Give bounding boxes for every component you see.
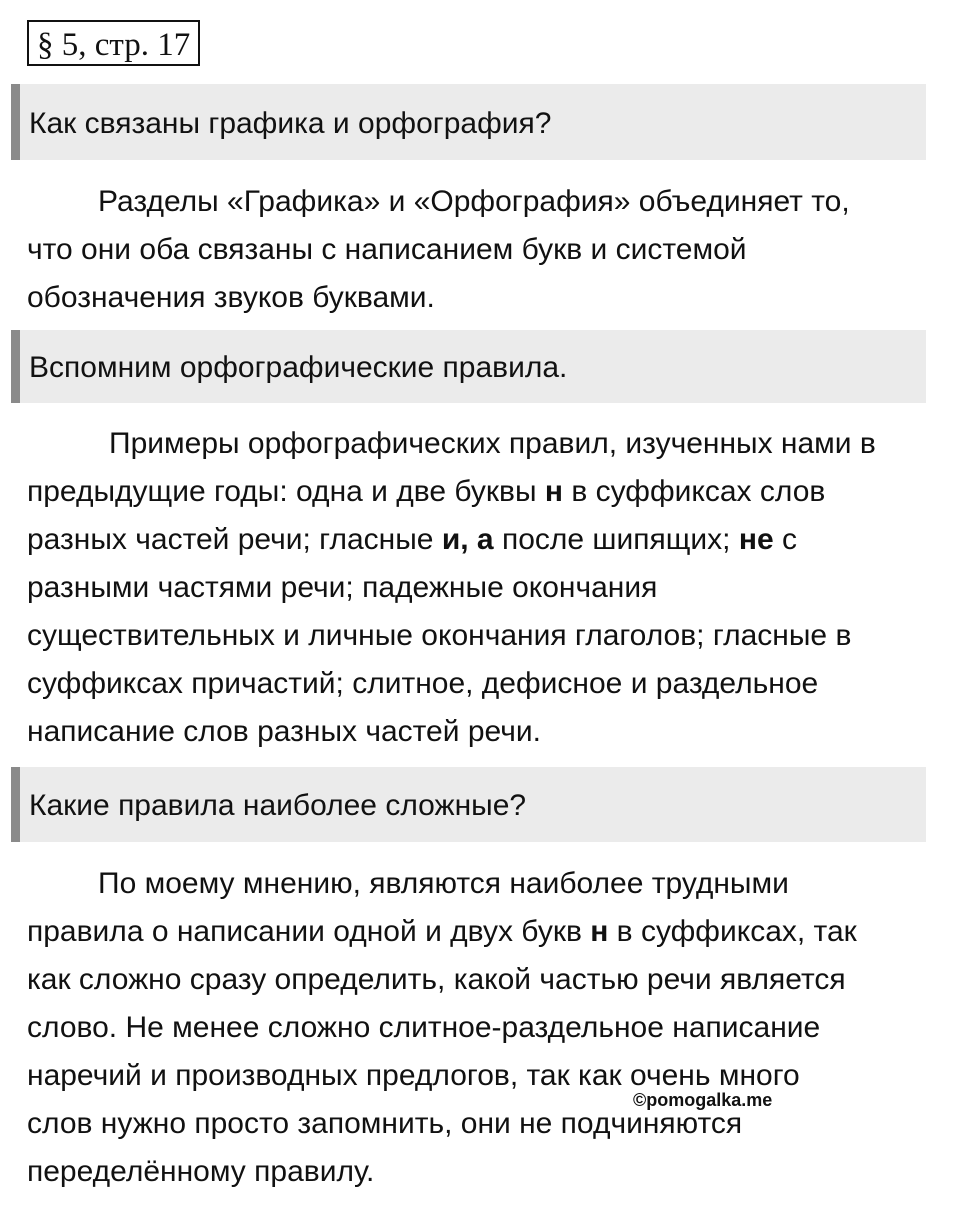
question-heading-graphics-orthography: Как связаны графика и орфография? — [11, 84, 926, 160]
answer-line: Примеры орфографических правил, изученных нами в — [109, 427, 876, 460]
watermark: ©pomogalka.me — [633, 1090, 773, 1110]
answer-paragraph-3 — [27, 860, 947, 1196]
question-heading-difficult-rules: Какие правила наиболее сложные? — [11, 767, 926, 842]
answer-line: после шипящих; — [493, 523, 739, 556]
answer-line: Разделы «Графика» и «Орфография» объединяет то, — [98, 185, 850, 218]
answer-line: с — [773, 523, 797, 556]
section-page-tag: § 5, стр. 17 — [27, 20, 200, 66]
answer-line: переделённому правилу. — [27, 1155, 375, 1188]
answer-line: написание слов разных частей речи. — [27, 715, 541, 748]
answer-bold-term: н — [544, 475, 563, 508]
answer-line: разных частей речи; гласные — [27, 523, 442, 556]
answer-line: По моему мнению, являются наиболее трудными — [98, 867, 789, 900]
answer-bold-term: н — [590, 915, 609, 948]
answer-bold-term: не — [738, 523, 774, 556]
answer-line: что они оба связаны с написанием букв и системой — [27, 233, 747, 266]
answer-line: правила о написании одной и двух букв — [27, 915, 591, 948]
answer-line: в суффиксах, так — [608, 915, 857, 948]
answer-line: наречий и производных предлогов, так как очень много — [27, 1059, 800, 1092]
answer-line: слов нужно просто запомнить, они не подчиняются — [27, 1107, 743, 1140]
answer-line: обозначения звуков буквами. — [27, 281, 435, 314]
answer-line: суффиксах причастий; слитное, дефисное и раздельное — [27, 667, 819, 700]
answer-line: слово. Не менее сложно слитное-раздельное написание — [27, 1011, 821, 1044]
answer-bold-term: и, а — [441, 523, 494, 556]
answer-paragraph-2 — [27, 420, 947, 756]
answer-line: предыдущие годы: одна и две буквы — [27, 475, 545, 508]
answer-line: в суффиксах слов — [562, 475, 826, 508]
answer-line: как сложно сразу определить, какой частью речи является — [27, 963, 846, 996]
answer-paragraph-1 — [27, 178, 947, 322]
question-heading-orthographic-rules: Вспомним орфографические правила. — [11, 330, 926, 403]
answer-line: существительных и личные окончания глаголов; гласные в — [27, 619, 852, 652]
answer-line: разными частями речи; падежные окончания — [27, 571, 658, 604]
